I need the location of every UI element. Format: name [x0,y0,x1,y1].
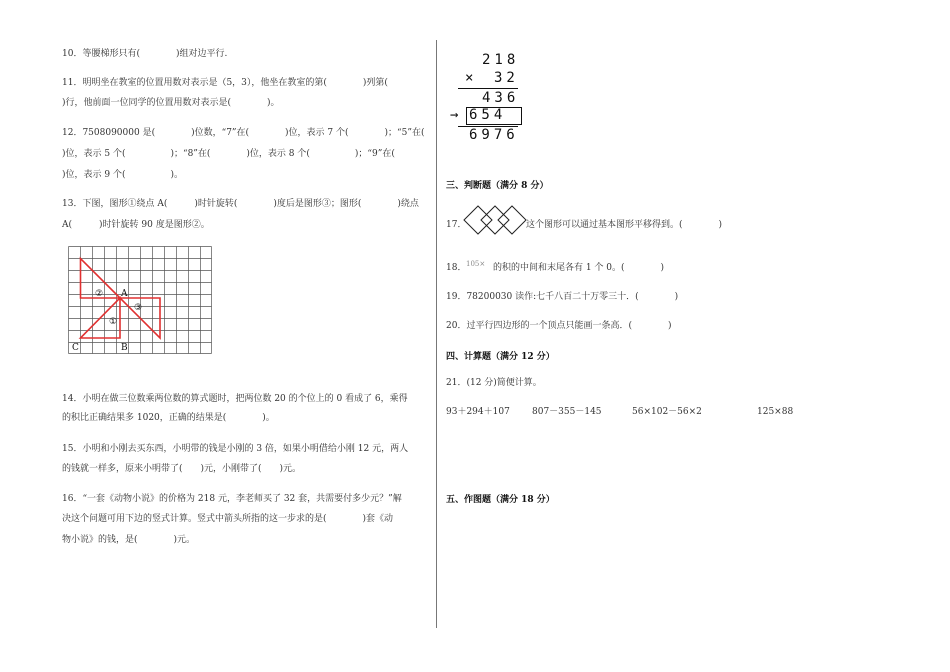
calc-item-4: 125×88 [757,407,794,417]
label-point-a: A [121,289,128,299]
calc-item-2: 807－355－145 [532,407,602,417]
label-circle-3: ③ [134,303,143,313]
column-divider [436,40,437,628]
question-21: 21．(12 分)简便计算。 [446,378,542,388]
section-5-title: 五、作图题（满分 18 分） [446,495,555,505]
question-13-line1: 13．下图，图形①绕点 A( )时针旋转( )度后是图形③；图形( )绕点 [62,199,419,209]
question-15-line2: 的钱就一样多，原来小明带了( )元，小刚带了( )元。 [62,464,302,474]
label-point-b: B [121,343,128,353]
calc-item-3: 56×102－56×2 [632,407,702,417]
question-11-line2: )行，他前面一位同学的位置用数对表示是( )。 [62,98,280,108]
question-19: 19．78200030 读作:七千八百二十万零三十．( ) [446,292,679,302]
vertical-row-654: 654 [469,107,507,123]
question-17-number: 17． [446,220,467,230]
section-3-title: 三、判断题（满分 8 分） [446,181,549,191]
calc-item-1: 93＋294＋107 [446,407,510,417]
question-14-line2: 的积比正确结果多 1020，正确的结果是( )。 [62,413,275,423]
rotation-grid-figure [68,246,212,354]
question-12-line2: )位，表示 5 个( )；“8”在( )位，表示 8 个( )；“9”在( [62,149,395,159]
question-12-line1: 12．7508090000 是( )位数，“7”在( )位，表示 7 个( )；“5”在( [62,128,425,138]
question-11-line1: 11．明明坐在教室的位置用数对表示是（5，3），他坐在教室的第( )列第( [62,78,388,88]
vertical-row-218: 218 [482,52,520,68]
question-18-number: 18． [446,263,467,273]
question-20: 20．过平行四边形的一个顶点只能画一条高．( ) [446,321,672,331]
diamond-pattern-figure [463,205,527,235]
vertical-row-6976: 6976 [469,127,519,143]
question-12-line3: )位，表示 9 个( )。 [62,170,183,180]
question-14-line1: 14．小明在做三位数乘两位数的算式题时，把两位数 20 的个位上的 0 看成了 6，乘得 [62,394,408,404]
label-circle-2: ② [95,289,104,299]
question-16-line2: 决这个问题可用下边的竖式计算。竖式中箭头所指的这一步求的是( )套《动 [62,514,394,524]
question-18-expression-image: 105× [466,260,486,268]
question-13-line2: A( )时针旋转 90 度是图形②。 [62,220,210,230]
section-4-title: 四、计算题（满分 12 分） [446,352,555,362]
vertical-times-sign: × [465,70,478,86]
vertical-arrow: → [450,107,463,123]
question-17: 这个图形可以通过基本图形平移得到。( ) [526,220,723,230]
vertical-row-32: 32 [494,70,519,86]
question-16-line3: 物小说》的钱，是( )元。 [62,535,196,545]
vertical-row-436: 436 [482,90,520,106]
question-15-line1: 15．小明和小刚去买东西，小明带的钱是小刚的 3 倍，如果小明借给小刚 12 元，两人 [62,444,409,454]
vertical-rule-1 [458,88,518,89]
label-circle-1: ① [109,317,118,327]
question-16-line1: 16．“一套《动物小说》的价格为 218 元，李老师买了 32 套，共需要付多少元？”解 [62,494,402,504]
question-10: 10．等腰梯形只有( )组对边平行. [62,49,228,59]
question-18: 的积的中间和末尾各有 1 个 0。( ) [493,263,665,273]
label-point-c: C [72,343,79,353]
